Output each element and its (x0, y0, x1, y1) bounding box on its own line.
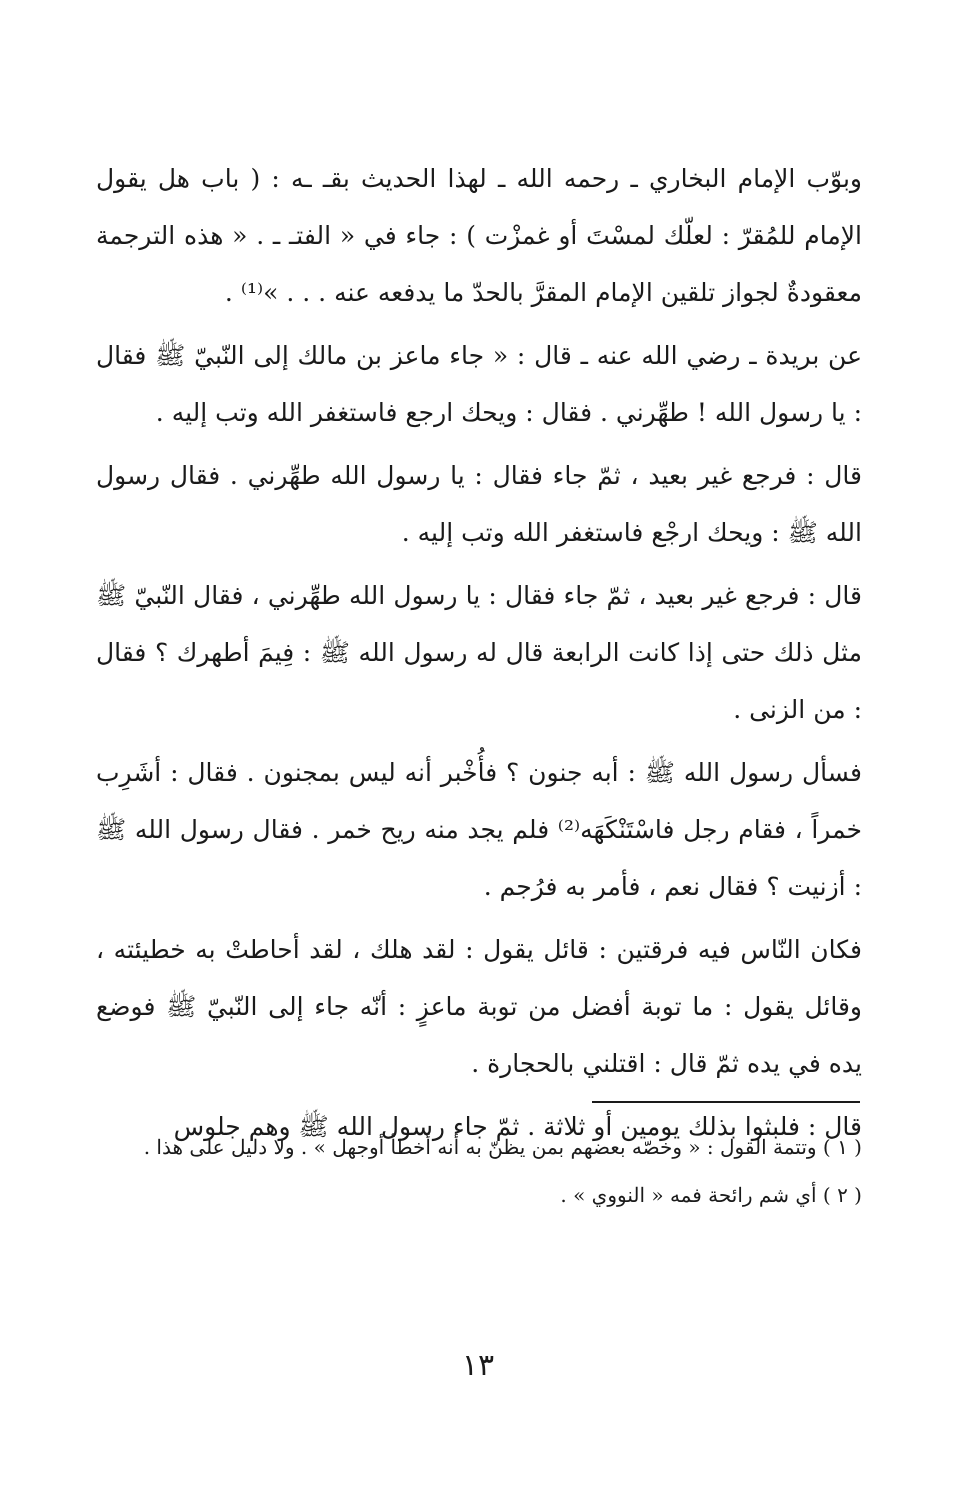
paragraph-continuation: قال : فلبثوا بذلك يومين أو ثلاثة . ثمّ جاء رسول الله ﷺ وهم جلوس (173, 1112, 862, 1141)
paragraph-fourth-time: قال : فرجع غير بعيد ، ثمّ جاء فقال : يا رسول الله طهِّرني ، فقال النّبيّ ﷺ مثل ذلك حتى إذا كانت الرابعة قال له رسول الله ﷺ : فِيمَ أطهرك ؟ فقال : من الزنى . (88, 581, 862, 724)
paragraph-buraydah-hadith: عن بريدة ـ رضي الله عنه ـ قال : « جاء ماعز بن مالك إلى النّبيّ ﷺ فقال : يا رسول الله ! طهِّرني . فقال : ويحك ارجع فاستغفر الله وتب إليه . (88, 341, 862, 427)
paragraph-second-return: قال : فرجع غير بعيد ، ثمّ جاء فقال : يا رسول الله طهِّرني . فقال رسول الله ﷺ : ويحك ارجْع فاستغفر الله وتب إليه . (88, 461, 862, 547)
footnote-2: ( ٢ ) أي شم رائحة فمه « النووي » . (560, 1183, 862, 1207)
paragraph-bukhari-chapter: وبوّب الإمام البخاري ـ رحمه الله ـ لهذا الحديث بقـ ـه : ( باب هل يقول الإمام للمُقرّ : لعلّك لمسْتَ أو غمزْت ) : جاء في « الفتـ ـ . « هذه الترجمة معقودةٌ لجواز تلقين الإمام المقرَّ بالحدّ ما يدفعه عنه . . . »⁽¹⁾ . (88, 164, 862, 307)
footnote-divider (592, 1101, 860, 1103)
page-number: ١٣ (461, 1348, 495, 1383)
footnotes-section (96, 1124, 862, 1220)
footnote-1: ( ١ ) وتتمة القول : « وخصّه بعضهم بمن يظنّ به أنه أخطأ أوجهل » . ولا دليل على هذا . (143, 1135, 862, 1159)
page-body (88, 150, 862, 1155)
paragraph-two-groups: فكان النّاس فيه فرقتين : قائل يقول : لقد هلك ، لقد أحاطتْ به خطيئته ، وقائل يقول : ما توبة أفضل من توبة ماعزٍ : أنّه جاء إلى النّبيّ ﷺ فوضع يده في يده ثمّ قال : اقتلني بالحجارة . (88, 935, 862, 1078)
paragraph-questioning: فسأل رسول الله ﷺ : أبه جنون ؟ فأُخْبر أنه ليس بمجنون . فقال : أشَرِب خمراً ، فقام رجل فاسْتَنْكَهَه⁽²⁾ فلم يجد منه ريح خمر . فقال رسول الله ﷺ : أزنيت ؟ فقال نعم ، فأمر به فرُجم . (88, 758, 862, 901)
